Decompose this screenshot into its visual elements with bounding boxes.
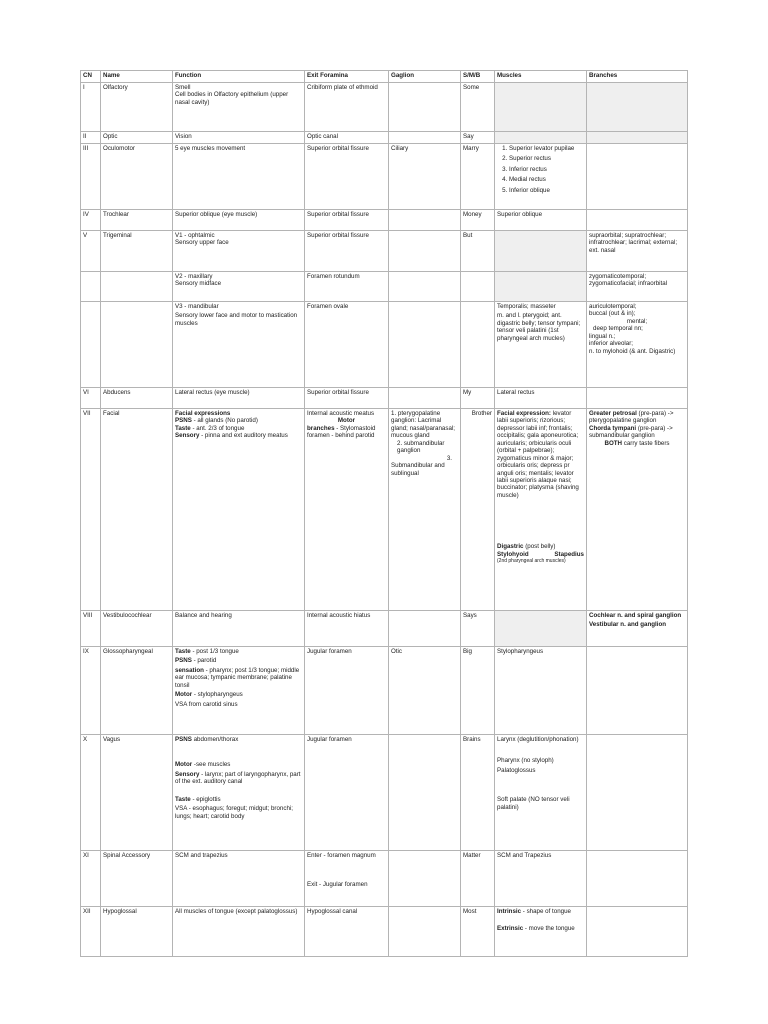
header-exit-foramina: Exit Foramina: [305, 71, 389, 83]
cell-muscles: [495, 132, 587, 144]
text-span: -see muscles: [192, 761, 231, 769]
cell-branches: [587, 210, 688, 231]
cell-ganglion: [389, 210, 461, 231]
bold-text: PSNS: [175, 657, 192, 665]
cell-branches: [587, 132, 688, 144]
muscle-list: [497, 145, 584, 194]
cell-function: [173, 272, 305, 302]
table-row: [81, 611, 688, 647]
cell-smb: Brother: [461, 409, 495, 611]
cell-function: [173, 83, 305, 132]
cell-name: Vestibulocochlear: [101, 611, 173, 647]
cell-exit: Jugular foramen: [305, 647, 389, 735]
cell-exit: Foramen ovale: [305, 302, 389, 388]
cell-function: Superior oblique (eye muscle): [173, 210, 305, 231]
cell-muscles: [495, 907, 587, 957]
text-span: abdomen/thorax: [191, 736, 239, 743]
cell-name: Facial: [101, 409, 173, 611]
text-span: - post 1/3 tongue: [190, 648, 239, 655]
cell-ganglion: Otic: [389, 647, 461, 735]
text-line: buccal (out & in);: [589, 310, 636, 318]
text-span: (pre-para) -> submandibular ganglion: [589, 424, 673, 440]
list-item: 1. Superior levator pupilae: [509, 145, 584, 152]
table-row: [81, 907, 688, 957]
text-line: [175, 796, 302, 803]
table-row: [81, 272, 688, 302]
cell-exit: Superior orbital fissure: [305, 144, 389, 210]
text-line: [175, 425, 302, 432]
text-line: Submandibular and sublingual: [391, 462, 445, 477]
cell-smb: Say: [461, 132, 495, 144]
text-line: [589, 612, 685, 619]
cell-name: Glossopharyngeal: [101, 647, 173, 735]
cell-exit: Superior orbital fissure: [305, 210, 389, 231]
cell-exit: [305, 409, 389, 611]
bold-text: Taste: [175, 648, 191, 655]
cranial-nerves-table: [80, 70, 688, 957]
bold-text: Facial expressions: [175, 410, 231, 417]
text-line: Soft palate (NO tensor veli palatini): [497, 796, 570, 811]
cell-branches: [587, 907, 688, 957]
text-span: - shape of tongue: [521, 908, 571, 915]
cell-function: [173, 735, 305, 851]
header-muscles: Muscles: [495, 71, 587, 83]
text-line: Exit - Jugular foramen: [307, 881, 368, 889]
bold-text: Stylohyoid: [497, 550, 529, 558]
text-line: Temporalis; masseter: [497, 303, 556, 310]
cell-smb: [461, 272, 495, 302]
text-line: [175, 691, 302, 698]
text-span: (post belly): [523, 543, 556, 551]
cell-cn: VI: [81, 388, 101, 409]
cell-ganglion: [389, 83, 461, 132]
text-line: [175, 432, 302, 439]
text-span: - pinna and ext auditory meatus: [199, 432, 288, 440]
cell-branches: zygomaticotemporal; zygomaticofacial; infraorbital: [587, 272, 688, 302]
text-span: - Stylomastoid foramen - behind parotid: [307, 424, 376, 440]
cell-muscles: Lateral rectus: [495, 388, 587, 409]
cell-cn: III: [81, 144, 101, 210]
cell-branches: [587, 388, 688, 409]
bold-text: Motor: [175, 691, 193, 699]
text-line: [175, 648, 302, 655]
bold-text: Facial expression:: [497, 410, 551, 417]
cell-function: All muscles of tongue (except palatoglossus): [173, 907, 305, 957]
bold-text: Motor: [175, 761, 193, 769]
cell-function: Lateral rectus (eye muscle): [173, 388, 305, 409]
text-line: 3.: [446, 454, 452, 462]
text-line: [175, 771, 302, 786]
cell-cn: I: [81, 83, 101, 132]
text-line: Sensory upper face: [175, 239, 229, 247]
cell-exit: Superior orbital fissure: [305, 388, 389, 409]
cell-smb: Matter: [461, 851, 495, 907]
bold-text: Cochlear n. and spiral ganglion: [589, 612, 682, 619]
header-function: Function: [173, 71, 305, 83]
cell-cn: [81, 302, 101, 388]
cell-muscles: [495, 611, 587, 647]
table-row: [81, 83, 688, 132]
text-line: [175, 736, 302, 743]
cell-name: Hypoglossal: [101, 907, 173, 957]
text-line: [589, 410, 685, 425]
bold-text: Extrinsic: [497, 925, 524, 933]
text-line: VSA - esophagus; foregut; midgut; bronchi; lungs; heart; carotid body: [175, 805, 293, 820]
cell-smb: Big: [461, 647, 495, 735]
table-row: [81, 302, 688, 388]
text-line: [589, 440, 685, 447]
text-line: mental;: [626, 317, 648, 325]
cell-function: Vision: [173, 132, 305, 144]
cell-ganglion: [389, 409, 461, 611]
list-item: 3. Inferior rectus: [509, 166, 584, 173]
cell-ganglion: [389, 302, 461, 388]
table-row: [81, 388, 688, 409]
text-span: - larynx; part of laryngopharynx, part of the ext. auditory canal: [175, 770, 301, 786]
bold-text: Sensory: [175, 432, 200, 440]
cell-exit: Internal acoustic hiatus: [305, 611, 389, 647]
text-line: m. and l. pterygoid; ant. digastric belly; tensor tympani; tensor veli palatini (1st pharyngeal arch mucles): [497, 312, 581, 342]
cell-branches: [587, 144, 688, 210]
bold-text: Vestibular n. and ganglion: [589, 621, 667, 629]
text-span: - epiglottis: [190, 795, 221, 803]
cell-ganglion: [389, 272, 461, 302]
header-name: Name: [101, 71, 173, 83]
cell-exit: Cribiform plate of ethmoid: [305, 83, 389, 132]
text-line: n. to mylohoid (& ant. Digastric): [589, 347, 676, 355]
cell-cn: V: [81, 231, 101, 272]
header-branches: Branches: [587, 71, 688, 83]
text-line: [175, 410, 302, 417]
cell-name: Trochlear: [101, 210, 173, 231]
cell-name: Trigeminal: [101, 231, 173, 272]
list-item: 4. Medial rectus: [509, 176, 584, 183]
cell-muscles: [495, 272, 587, 302]
cell-branches: [587, 851, 688, 907]
bold-text: Digastric: [497, 543, 524, 551]
bold-text: PSNS: [175, 736, 192, 743]
cell-smb: Most: [461, 907, 495, 957]
bold-text: Taste: [175, 795, 191, 803]
cell-name: [101, 272, 173, 302]
cell-name: [101, 302, 173, 388]
table-row: [81, 210, 688, 231]
cell-branches: [587, 647, 688, 735]
cell-cn: II: [81, 132, 101, 144]
cell-smb: Some: [461, 83, 495, 132]
cell-function: SCM and trapezius: [173, 851, 305, 907]
text-line: Sensory midface: [175, 280, 222, 288]
cell-cn: XI: [81, 851, 101, 907]
bold-text: Greater petrosal: [589, 410, 637, 417]
cell-smb: Money: [461, 210, 495, 231]
table-row: [81, 409, 688, 611]
bold-text: BOTH: [604, 439, 623, 447]
text-line: 1. pterygopalatine ganglion: Lacrimal gland; nasal/paranasal; mucous gland: [391, 410, 455, 440]
cell-exit: Jugular foramen: [305, 735, 389, 851]
header-row: [81, 71, 688, 83]
table-row: [81, 144, 688, 210]
cell-ganglion: [389, 132, 461, 144]
text-line: Larynx (deglutition/phonation): [497, 736, 579, 743]
text-line: [497, 551, 584, 558]
text-line: (2nd pharyngeal arch muscles): [497, 558, 566, 565]
cell-exit: [305, 851, 389, 907]
text-line: V2 - maxillary: [175, 273, 213, 280]
table-row: [81, 132, 688, 144]
cell-muscles: [495, 409, 587, 611]
list-item: 5. Inferior oblique: [509, 187, 584, 194]
text-line: [175, 657, 302, 664]
cell-muscles: SCM and Trapezius: [495, 851, 587, 907]
cell-ganglion: [389, 735, 461, 851]
table-row: [81, 647, 688, 735]
text-span: - stylopharyngeus: [192, 691, 243, 699]
cell-ganglion: [389, 611, 461, 647]
cell-ganglion: [389, 851, 461, 907]
cell-smb: Marry: [461, 144, 495, 210]
cell-ganglion: [389, 388, 461, 409]
cell-cn: XII: [81, 907, 101, 957]
cell-muscles: [495, 735, 587, 851]
text-line: Cell bodies in Olfactory epithelium (upper nasal cavity): [175, 91, 289, 106]
cell-function: [173, 302, 305, 388]
text-line: Smell: [175, 84, 191, 91]
text-line: 2. submandibular ganglion: [397, 439, 445, 455]
text-line: [175, 417, 302, 424]
bold-text: Chorda tympani: [589, 424, 637, 432]
bold-text: Intrinsic: [497, 908, 522, 915]
text-line: VSA from carotid sinus: [175, 700, 238, 708]
cell-branches: [587, 302, 688, 388]
cell-function: Balance and hearing: [173, 611, 305, 647]
table-row: [81, 231, 688, 272]
cell-muscles: [495, 302, 587, 388]
text-line: Enter - foramen magnum: [307, 852, 376, 859]
text-line: deep temporal nn;: [593, 325, 643, 333]
cell-cn: IV: [81, 210, 101, 231]
text-line: auriculotemporal;: [589, 303, 637, 310]
text-line: V3 - mandibular: [175, 303, 219, 310]
cell-ganglion: [389, 231, 461, 272]
cell-muscles: [495, 144, 587, 210]
text-span: levator labii superioris; rizorious; depressor labii inf; frontalis; occipitalis; gala aponeurotica; auricularis; orbicularis oculi (orbital + palpebrae); zygomaticus minor & major; orbicularis oris; depress pr anguli oris; mentalis; levator labii superioris alaque nasi; buccinator; platysma (shaving muscle): [497, 410, 579, 499]
cell-branches: [587, 409, 688, 611]
cell-cn: [81, 272, 101, 302]
text-line: V1 - ophtalmic: [175, 232, 215, 239]
text-line: [497, 908, 584, 915]
cell-smb: My: [461, 388, 495, 409]
cell-exit: Optic canal: [305, 132, 389, 144]
cell-name: Abducens: [101, 388, 173, 409]
cell-muscles: Superior oblique: [495, 210, 587, 231]
cell-exit: Hypoglossal canal: [305, 907, 389, 957]
cell-ganglion: [389, 907, 461, 957]
cell-branches: [587, 735, 688, 851]
cell-muscles: [495, 231, 587, 272]
table-row: [81, 735, 688, 851]
cell-exit: Superior orbital fissure: [305, 231, 389, 272]
cell-exit: Foramen rotundum: [305, 272, 389, 302]
header-cn: CN: [81, 71, 101, 83]
cell-smb: Brains: [461, 735, 495, 851]
cell-branches: [587, 83, 688, 132]
cell-smb: But: [461, 231, 495, 272]
cell-branches: supraorbital; supratrochlear; infratrochlear; lacrimal; external; ext. nasal: [587, 231, 688, 272]
bold-text: Stapedius: [554, 550, 584, 558]
cell-cn: IX: [81, 647, 101, 735]
cell-cn: X: [81, 735, 101, 851]
bold-text: Motor: [337, 417, 356, 425]
text-span: - all glands (No parotid): [191, 417, 258, 425]
list-item: 2. Superior rectus: [509, 155, 584, 162]
text-line: [497, 543, 584, 550]
cell-function: 5 eye muscles movement: [173, 144, 305, 210]
text-span: (pre-para) -> pterygopalatine ganglion: [589, 410, 674, 425]
bold-text: sensation: [175, 666, 204, 674]
text-line: [497, 410, 584, 499]
cell-name: Olfactory: [101, 83, 173, 132]
cell-smb: Says: [461, 611, 495, 647]
cell-name: Oculomotor: [101, 144, 173, 210]
text-line: lingual n.;: [589, 332, 616, 340]
cell-muscles: Stylopharyngeus: [495, 647, 587, 735]
cell-function: [173, 647, 305, 735]
bold-text: Taste: [175, 424, 191, 432]
bold-text: Sensory: [175, 770, 200, 778]
bold-text: PSNS: [175, 417, 192, 425]
text-line: Internal acoustic meatus: [307, 410, 375, 417]
text-line: [497, 925, 584, 932]
header-ganglion: Gaglion: [389, 71, 461, 83]
text-line: [175, 761, 302, 768]
cell-muscles: [495, 83, 587, 132]
text-line: [589, 621, 685, 628]
cell-function: [173, 409, 305, 611]
text-line: Sensory lower face and motor to mastication muscles: [175, 312, 298, 327]
cell-cn: VII: [81, 409, 101, 611]
table-row: [81, 851, 688, 907]
text-span: carry taste fibers: [622, 439, 670, 447]
text-line: Palatoglossus: [497, 766, 536, 774]
cell-cn: VIII: [81, 611, 101, 647]
cell-branches: [587, 611, 688, 647]
bold-text: branches: [307, 424, 335, 432]
cell-name: Optic: [101, 132, 173, 144]
text-line: inferior alveolar;: [589, 340, 634, 348]
text-span: - ant. 2/3 of tongue: [190, 424, 245, 432]
header-smb: S/M/B: [461, 71, 495, 83]
cell-smb: [461, 302, 495, 388]
text-span: - move the tongue: [523, 925, 575, 933]
text-span: - parotid: [191, 657, 217, 665]
text-span: - pharynx; post 1/3 tongue; middle ear mucosa; tympanic membrane; palatine tonsil: [175, 666, 300, 689]
cell-name: Spinal Accessory: [101, 851, 173, 907]
text-line: [307, 425, 386, 440]
text-line: [307, 417, 386, 424]
text-line: [175, 667, 302, 689]
text-line: [589, 425, 685, 440]
cell-name: Vagus: [101, 735, 173, 851]
cell-function: [173, 231, 305, 272]
text-line: Pharynx (no styloph): [497, 757, 554, 765]
cell-ganglion: Ciliary: [389, 144, 461, 210]
